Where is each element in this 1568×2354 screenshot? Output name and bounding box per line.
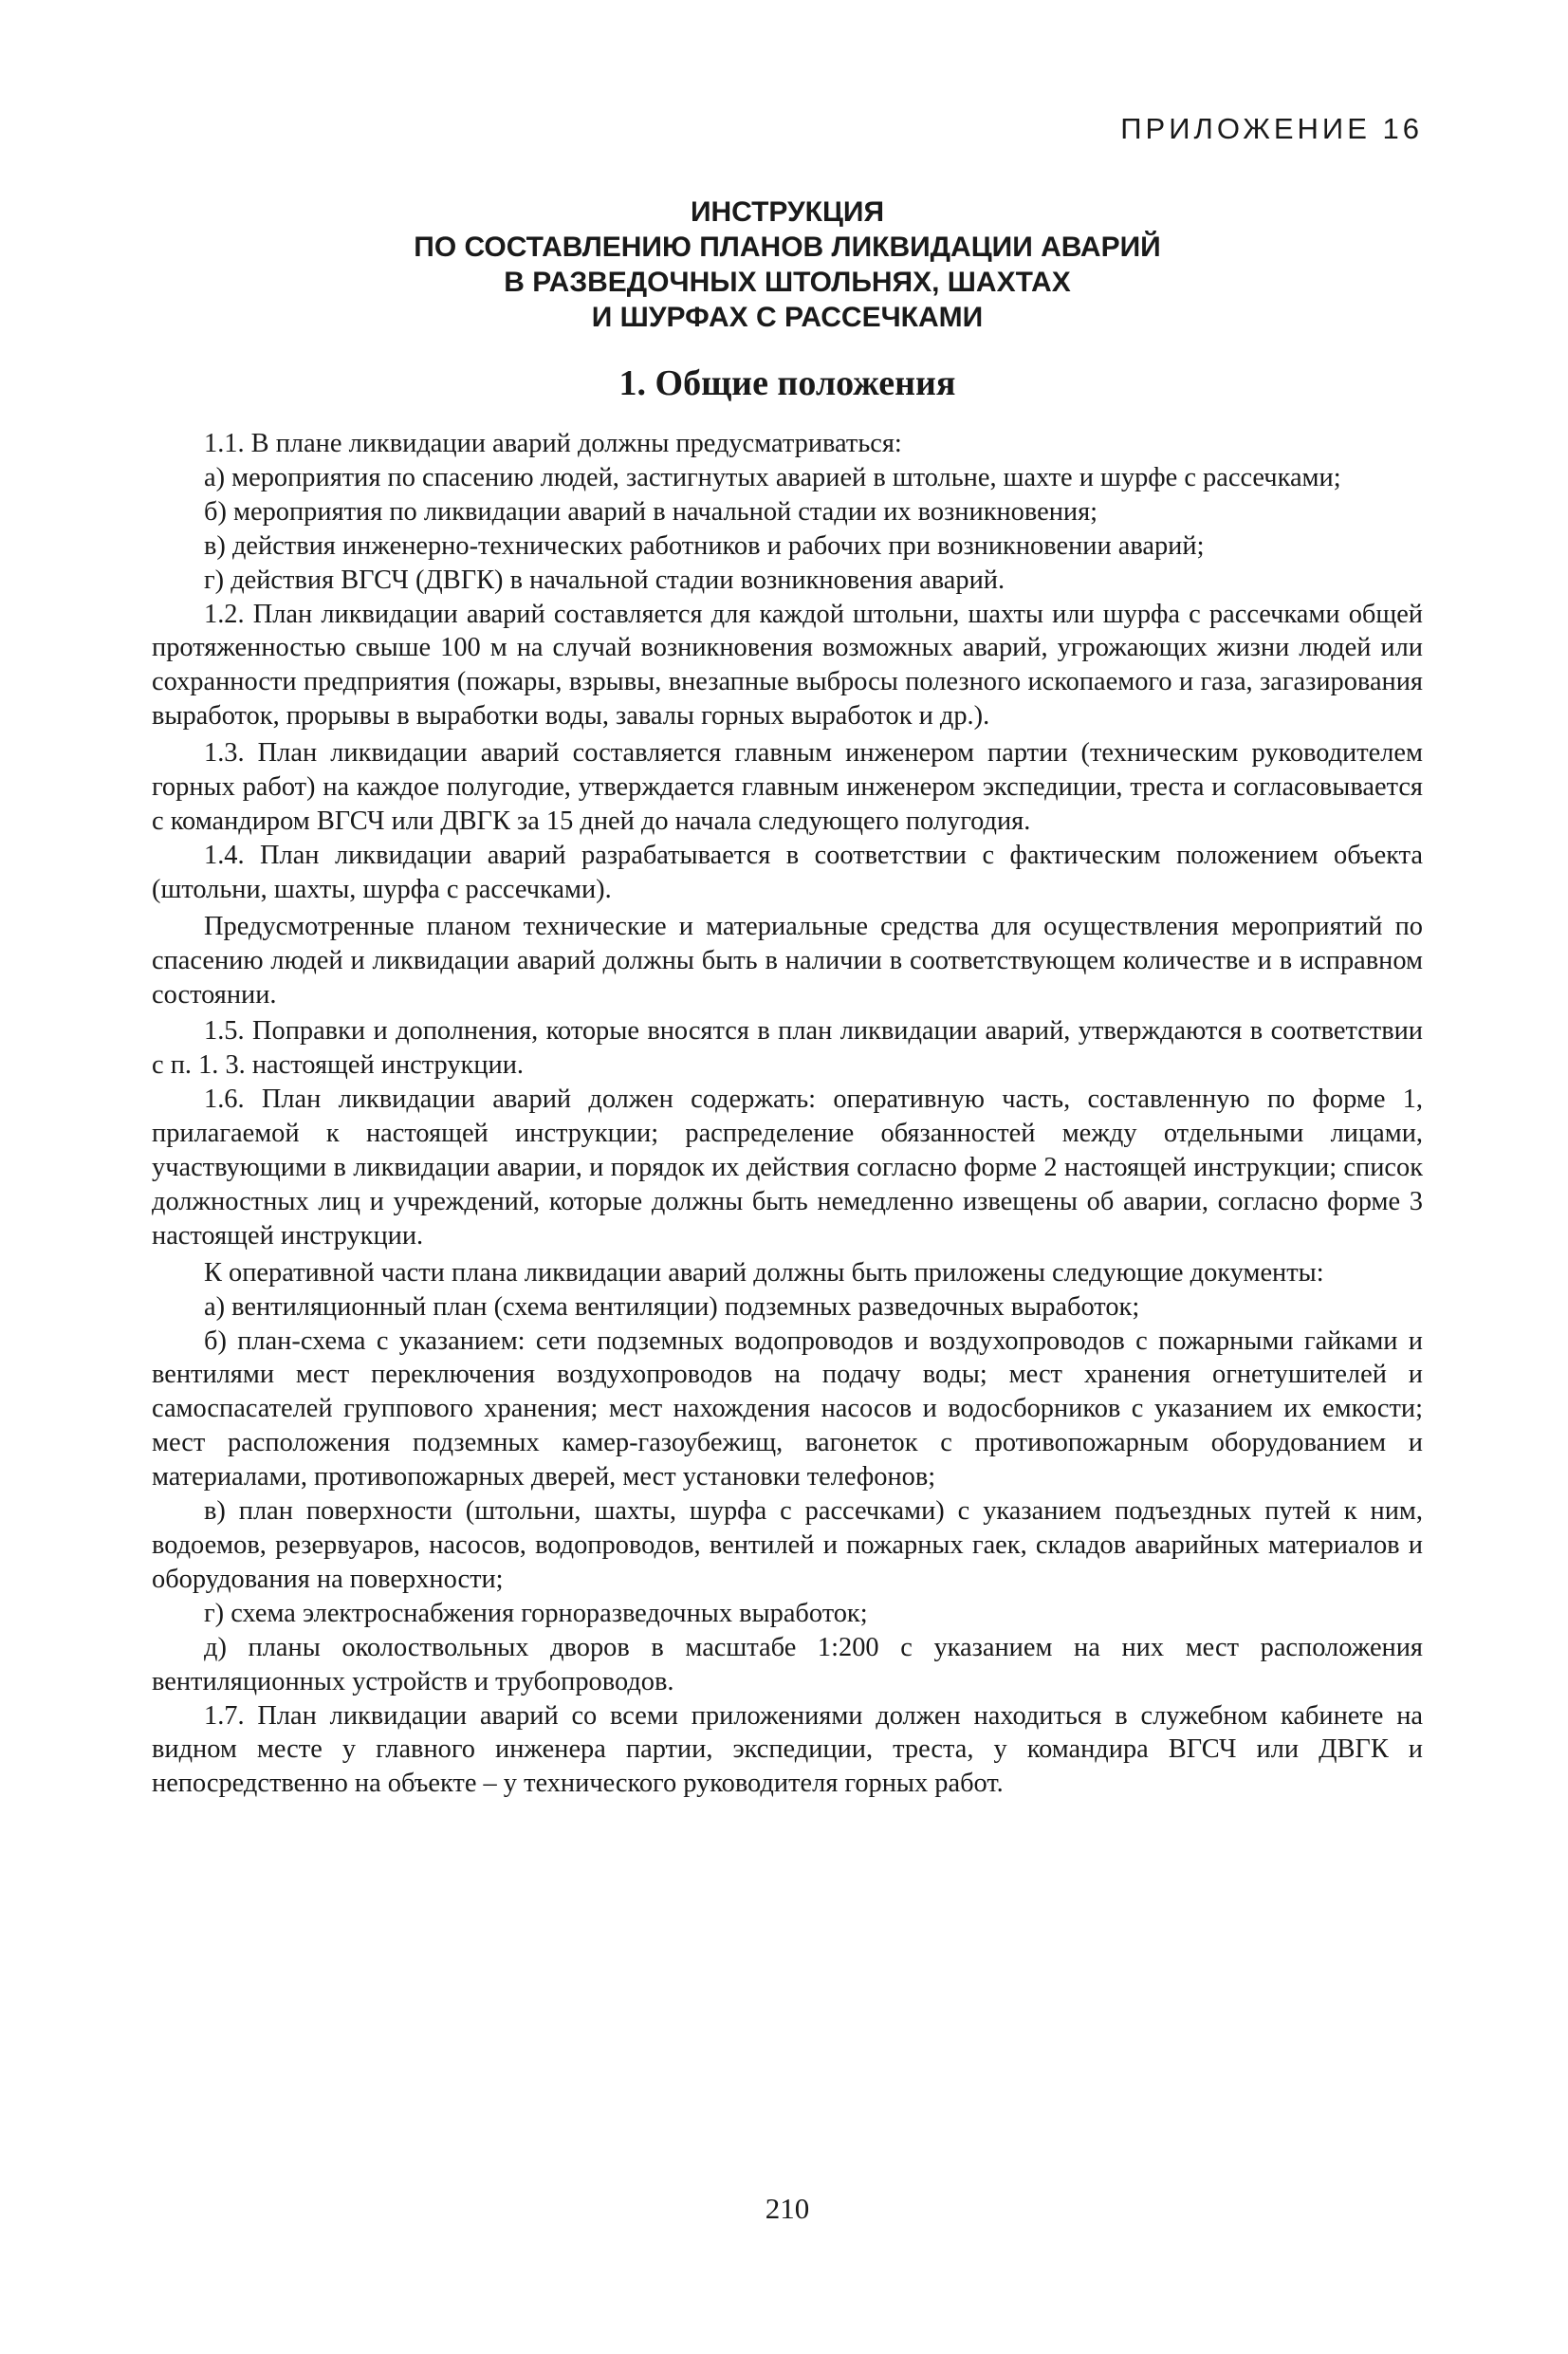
title-line: ПО СОСТАВЛЕНИЮ ПЛАНОВ ЛИКВИДАЦИИ АВАРИЙ — [414, 232, 1161, 263]
paragraph: б) мероприятия по ликвидации аварий в начальной стадии их возникновения; — [204, 496, 1098, 527]
paragraph: 1.3. План ликвидации аварий составляется главным инженером партии (техническим руководителем горных работ) на каждое полугодие, утверждается главным инженером экспедиции, треста и согласовывается с командиром ВГСЧ или ДВГК за 15 дней до начала следующего полугодия. — [152, 738, 1423, 836]
paragraph: 1.6. План ликвидации аварий должен содержать: оперативную часть, составленную по форме 1, прилагаемой к настоящей инструкции; распределение обязанностей между отдельными лицами, участвующими в ликвидации аварии, и порядок их действия согласно форме 2 настоящей инструкции; список должностных лиц и учреждений, которые должны быть немедленно извещены об аварии, согласно форме 3 настоящей инструкции. — [152, 1084, 1423, 1251]
document-body — [152, 427, 1423, 1801]
paragraph: д) планы околоствольных дворов в масштабе 1:200 с указанием на них мест расположения вентиляционных устройств и трубопроводов. — [152, 1632, 1423, 1696]
paragraph: в) действия инженерно-технических работников и рабочих при возникновении аварий; — [204, 530, 1205, 561]
paragraph: 1.4. План ликвидации аварий разрабатывается в соответствии с фактическим положением объекта (штольни, шахты, шурфа с рассечками). — [152, 840, 1423, 904]
paragraph: 1.1. В плане ликвидации аварий должны предусматриваться: — [204, 429, 902, 458]
paragraph: г) действия ВГСЧ (ДВГК) в начальной стадии возникновения аварий. — [204, 565, 1005, 595]
paragraph: в) план поверхности (штольни, шахты, шурфа с рассечками) с указанием подъездных путей к ним, водоемов, резервуаров, насосов, водопроводов, вентилей и пожарных гаек, складов аварийных материалов и оборудования на поверхности; — [152, 1496, 1423, 1594]
paragraph: г) схема электроснабжения горноразведочных выработок; — [204, 1598, 868, 1628]
paragraph: а) вентиляционный план (схема вентиляции) подземных разведочных выработок; — [204, 1291, 1140, 1322]
paragraph: б) план-схема с указанием: сети подземных водопроводов и воздухопроводов с пожарными гайками и вентилями мест переключения воздухопроводов на подачу воды; мест хранения огнетушителей и самоспасателей группового хранения; мест нахождения насосов и водосборников с указанием их емкости; мест расположения подземных камер-газоубежищ, вагонеток с противопожарным оборудованием и материалами, противопожарных дверей, мест установки телефонов; — [152, 1325, 1423, 1492]
paragraph: К оперативной части плана ликвидации аварий должны быть приложены следующие документы: — [204, 1257, 1324, 1288]
document-page — [152, 0, 1423, 2354]
paragraph: Предусмотренные планом технические и материальные средства для осуществления мероприятий по спасению людей и ликвидации аварий должны быть в наличии в соответствующем количестве и в исправном состоянии. — [152, 911, 1423, 1010]
paragraph: 1.5. Поправки и дополнения, которые вносятся в план ликвидации аварий, утверждаются в соответствии с п. 1. 3. настоящей инструкции. — [152, 1016, 1423, 1081]
section-heading: 1. Общие положения — [618, 363, 956, 403]
paragraph: 1.7. План ликвидации аварий со всеми приложениями должен находиться в служебном кабинете на видном месте у главного инженера партии, экспедиции, треста, у командира ВГСЧ или ДВГК и непосредственно на объекте – у технического руководителя горных работ. — [152, 1700, 1423, 1799]
title-line: ИНСТРУКЦИЯ — [690, 196, 885, 228]
appendix-label: ПРИЛОЖЕНИЕ 16 — [1120, 112, 1423, 145]
title-line: В РАЗВЕДОЧНЫХ ШТОЛЬНЯХ, ШАХТАХ — [504, 267, 1071, 298]
paragraph: 1.2. План ликвидации аварий составляется для каждой штольни, шахты или шурфа с рассечками общей протяженностью свыше 100 м на случай возникновения возможных аварий, угрожающих жизни людей или сохранности предприятия (пожары, взрывы, внезапные выбросы полезного ископаемого и газа, загазирования выработок, прорывы в выработки воды, завалы горных выработок и др.). — [152, 599, 1423, 732]
paragraph: а) мероприятия по спасению людей, застигнутых аварией в штольне, шахте и шурфе с рассечками; — [204, 462, 1341, 492]
page-number: 210 — [765, 2192, 810, 2225]
document-title — [152, 195, 1423, 335]
title-line: И ШУРФАХ С РАССЕЧКАМИ — [591, 302, 984, 333]
